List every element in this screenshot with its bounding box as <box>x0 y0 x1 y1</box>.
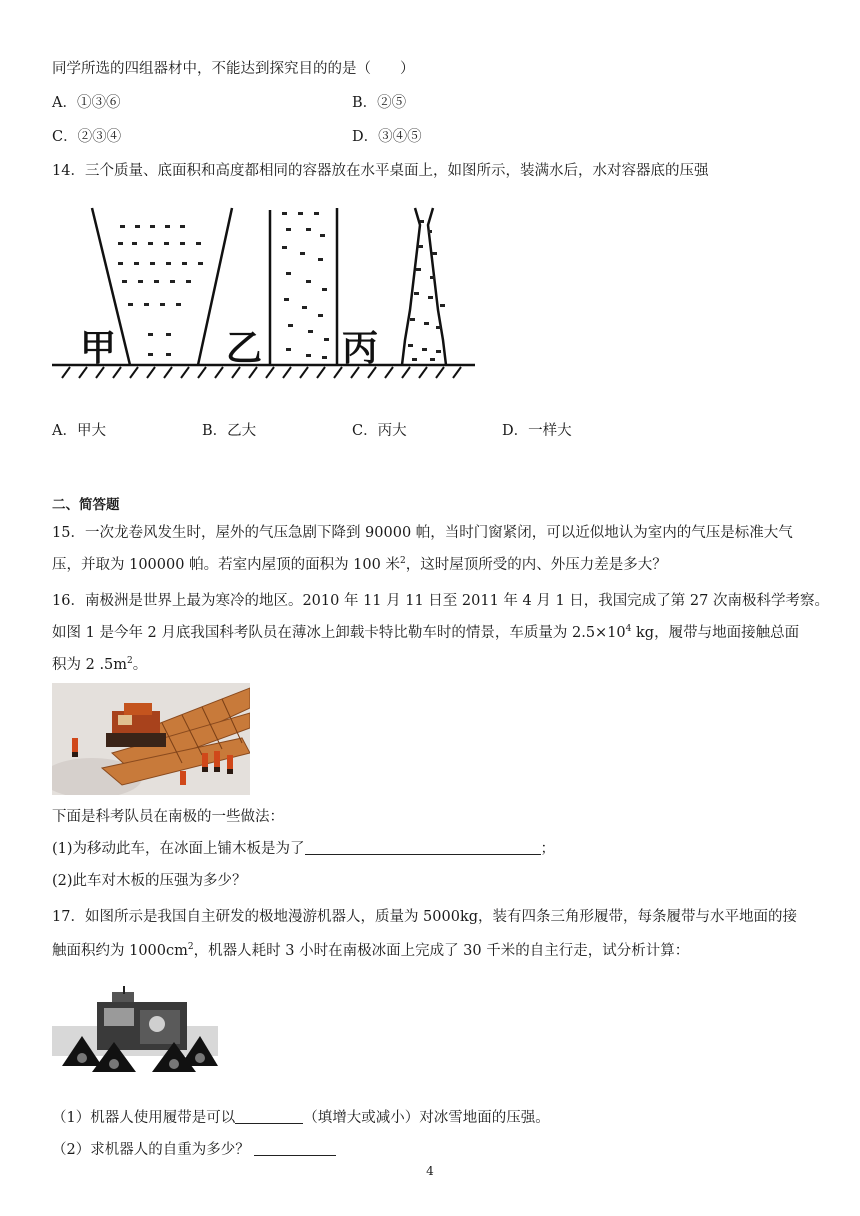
q16-line-3: 积为 2 $.5m^2$。 <box>52 656 148 673</box>
section-title: 二、简答题 <box>52 497 120 513</box>
q17-line-2: 触面积约为 $1000cm^2$，机器人耗时 3 小时在南极冰面上完成了 30 千米的自主行走，试分析计算： <box>52 942 690 959</box>
label-jia: 甲 <box>80 328 117 369</box>
superscript: 2 <box>127 656 133 666</box>
container-bing-outline <box>402 208 420 365</box>
superscript: 2 <box>399 556 406 566</box>
q16-intro: 下面是科考队员在南极的一些做法： <box>52 809 284 825</box>
antarctic-vehicle-photo <box>52 683 250 795</box>
q14-option-d: D．一样大 <box>502 423 572 439</box>
answer-blank[interactable] <box>254 1141 336 1156</box>
q17-line-1: 17．如图所示是我国自主研发的极地漫游机器人，质量为 5000kg，装有四条三角形履带，每条履带与水平地面的接 <box>52 909 798 925</box>
q15-line-1: 15．一次龙卷风发生时，屋外的气压急剧下降到 90000 帕，当时门窗紧闭，可以近似地认为室内的气压是标准大气 <box>52 525 793 541</box>
q16-line-2: 如图 1 是今年 2 月底我国科考队员在薄冰上卸载卡特比勒车时的情景，车质量为 $2.5\times 10^4$ kg，履带与地面接触总面 <box>52 624 800 641</box>
containers-figure <box>50 200 510 385</box>
superscript: 2 <box>187 942 194 952</box>
q17-sub-2: （2）求机器人的自重为多少？ <box>52 1140 336 1160</box>
q14-stem: 14．三个质量、底面积和高度都相同的容器放在水平桌面上，如图所示，装满水后，水对容器底的压强 <box>52 163 709 179</box>
q14-option-a: A．甲大 <box>52 423 106 439</box>
polar-robot-photo <box>52 986 218 1081</box>
page-number: 4 <box>426 1164 434 1178</box>
q13-option-d: D．③④⑤ <box>352 129 422 145</box>
q13-option-a: A．①③⑥ <box>52 95 121 111</box>
answer-blank[interactable] <box>235 1109 303 1124</box>
label-yi: 乙 <box>226 328 263 369</box>
q17-sub-1: （1）机器人使用履带是可以 （填增大或减小）对冰雪地面的压强。 <box>52 1110 550 1126</box>
q14-option-c: C．丙大 <box>352 423 407 439</box>
answer-blank[interactable] <box>305 840 541 855</box>
q13-option-c: C．②③④ <box>52 129 122 145</box>
q16-line-1: 16．南极洲是世界上最为寒冷的地区。2010 年 11 月 11 日至 2011 年 4 月 1 日，我国完成了第 27 次南极科学考察。 <box>52 593 829 609</box>
q13-option-b: B．②⑤ <box>352 95 407 111</box>
superscript: 4 <box>625 624 632 634</box>
q14-option-b: B．乙大 <box>202 423 257 439</box>
q15-line-2: 压，并取为 100000 帕。若室内屋顶的面积为 100 米$^2$，这时屋顶所受的内、外压力差是多大？ <box>52 556 667 573</box>
q16-sub-2: (2)此车对木板的压强为多少？ <box>52 873 247 889</box>
water-dots <box>118 212 445 361</box>
q13-stem-tail: 同学所选的四组器材中，不能达到探究目的的是（ ） <box>52 61 415 77</box>
label-bing: 丙 <box>342 328 379 369</box>
q16-sub-1: (1)为移动此车，在冰面上铺木板是为了 ； <box>52 841 556 857</box>
